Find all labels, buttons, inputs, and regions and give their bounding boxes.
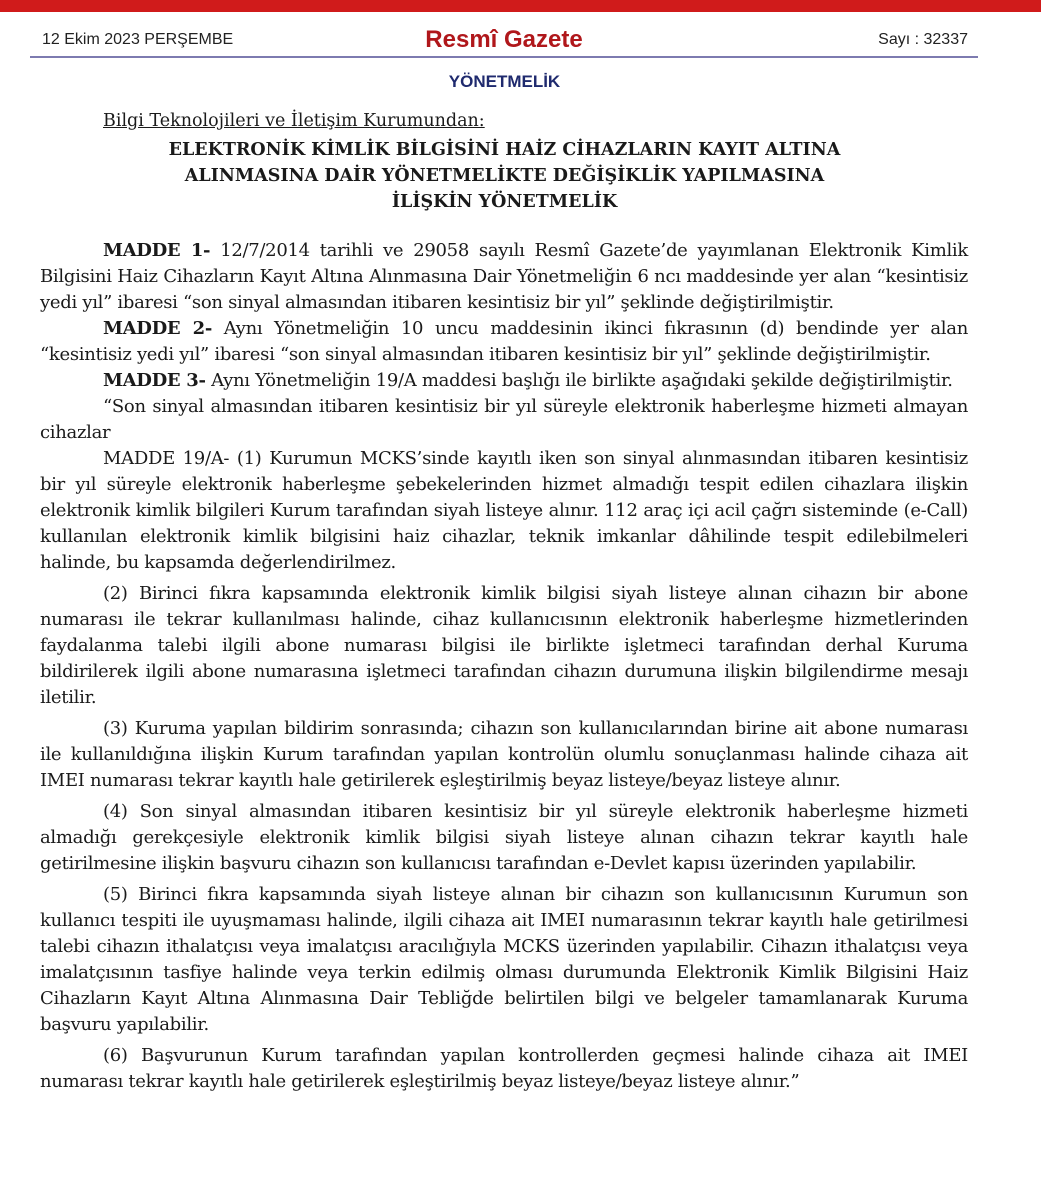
article-label: MADDE 3-: [103, 370, 206, 391]
regulation-title-line: ALINMASINA DAİR YÖNETMELİKTE DEĞİŞİKLİK YAPILMASINA: [184, 166, 825, 186]
regulation-title-line: İLİŞKİN YÖNETMELİK: [391, 192, 618, 212]
top-accent-bar: [0, 0, 1041, 12]
paragraph-5: (5) Birinci fıkra kapsamında siyah listeye alınan bir cihazın son kullanıcısının Kurumun son kullanıcı tespiti ile uyuşmaması halinde, ilgili cihaza ait IMEI numarasının tekrar kayıtlı hale getirilmesi talebi cihazın ithalatçısı veya imalatçısı aracılığıyla MCKS üzerinden yapılabilir. Cihazın ithalatçısı veya imalatçısının tasfiye halinde veya terkin edilmiş olması durumunda Elektronik Kimlik Bilgisini Haiz Cihazların Kayıt Altına Alınmasına Dair Tebliğde belirtilen bilgi ve belgeler tamamlanarak Kuruma başvuru yapılabilir.: [40, 884, 968, 1035]
article-3: [40, 368, 968, 394]
paragraph-1: MADDE 19/A- (1) Kurumun MCKS’sinde kayıtlı iken son sinyal alınmasından itibaren kesintisiz bir yıl süreyle elektronik haberleşme şebekelerinden hizmet almadığı tespit edilen cihazlara ilişkin elektronik kimlik bilgileri Kurum tarafından siyah listeye alınır. 112 araç içi acil çağrı sisteminde (e-Call) kullanılan elektronik kimlik bilgisini haiz cihazlar, teknik imkanlar dâhilinde tespit edilebilmeleri halinde, bu kapsamda değerlendirilmez.: [40, 448, 968, 573]
article-label: MADDE 1-: [103, 240, 211, 261]
issue-date: 12 Ekim 2023 PERŞEMBE: [42, 31, 234, 48]
article-1: [40, 238, 968, 316]
gazette-title: Resmî Gazete: [425, 26, 583, 53]
regulation-title: [0, 137, 1009, 215]
article-text: Aynı Yönetmeliğin 10 uncu maddesinin ikinci fıkrasının (d) bendinde yer alan “kesintisiz yedi yıl” ibaresi “son sinyal almasından itibaren kesintisiz bir yıl” şeklinde değiştirilmiştir.: [40, 318, 968, 365]
paragraph-3: (3) Kuruma yapılan bildirim sonrasında; cihazın son kullanıcılarından birine ait abone numarası ile kullanıldığına ilişkin Kurum tarafından yapılan kontrolün olumlu sonuçlanması halinde cihaza ait IMEI numarası tekrar kayıtlı hale getirilerek eşleştirilmiş beyaz listeye/beyaz listeye alınır.: [40, 718, 968, 791]
regulation-body: [40, 238, 968, 1095]
article-2: [40, 316, 968, 368]
gazette-header: [30, 26, 978, 56]
issue-number: Sayı : 32337: [878, 31, 968, 48]
paragraph-4: (4) Son sinyal almasından itibaren kesintisiz bir yıl süreyle elektronik haberleşme hizmeti almadığı gerekçesiyle elektronik kimlik bilgisi siyah listeye alınan cihazın tekrar kayıtlı hale getirilmesine ilişkin başvuru cihazın son kullanıcısı tarafından e-Devlet kapısı üzerinden yapılabilir.: [40, 801, 968, 874]
section-heading: YÖNETMELİK: [448, 72, 561, 91]
regulation-title-line: ELEKTRONİK KİMLİK BİLGİSİNİ HAİZ CİHAZLARIN KAYIT ALTINA: [168, 140, 841, 160]
paragraph-6: (6) Başvurunun Kurum tarafından yapılan kontrollerden geçmesi halinde cihaza ait IMEI numarası tekrar kayıtlı hale getirilerek eşleştirilmiş beyaz listeye/beyaz listeye alınır.”: [40, 1045, 968, 1092]
paragraph-2: (2) Birinci fıkra kapsamında elektronik kimlik bilgisi siyah listeye alınan cihazın bir abone numarası ile tekrar kullanılması halinde, cihaz kullanıcısının elektronik haberleşme hizmetlerinden faydalanma talebi ilgili abone numarası bilgisi ile birlikte işletmeci tarafından derhal Kuruma bildirilerek ilgili abone numarasına işletmeci tarafından cihazın durumuna ilişkin bilgilendirme mesajı iletilir.: [40, 583, 968, 708]
article-text: 12/7/2014 tarihli ve 29058 sayılı Resmî Gazete’de yayımlanan Elektronik Kimlik Bilgisini Haiz Cihazların Kayıt Altına Alınmasına Dair Yönetmeliğin 6 ncı maddesinde yer alan “kesintisiz yedi yıl” ibaresi “son sinyal almasından itibaren kesintisiz bir yıl” şeklinde değiştirilmiştir.: [40, 240, 968, 313]
article-text: Aynı Yönetmeliğin 19/A maddesi başlığı ile birlikte aşağıdaki şekilde değiştirilmiştir.: [205, 370, 953, 391]
issuing-institution: Bilgi Teknolojileri ve İletişim Kurumundan:: [103, 111, 485, 131]
article-label: MADDE 2-: [103, 318, 212, 339]
quoted-article-heading: “Son sinyal almasından itibaren kesintisiz bir yıl süreyle elektronik haberleşme hizmeti almayan cihazlar: [40, 396, 968, 443]
header-divider: [30, 56, 978, 58]
